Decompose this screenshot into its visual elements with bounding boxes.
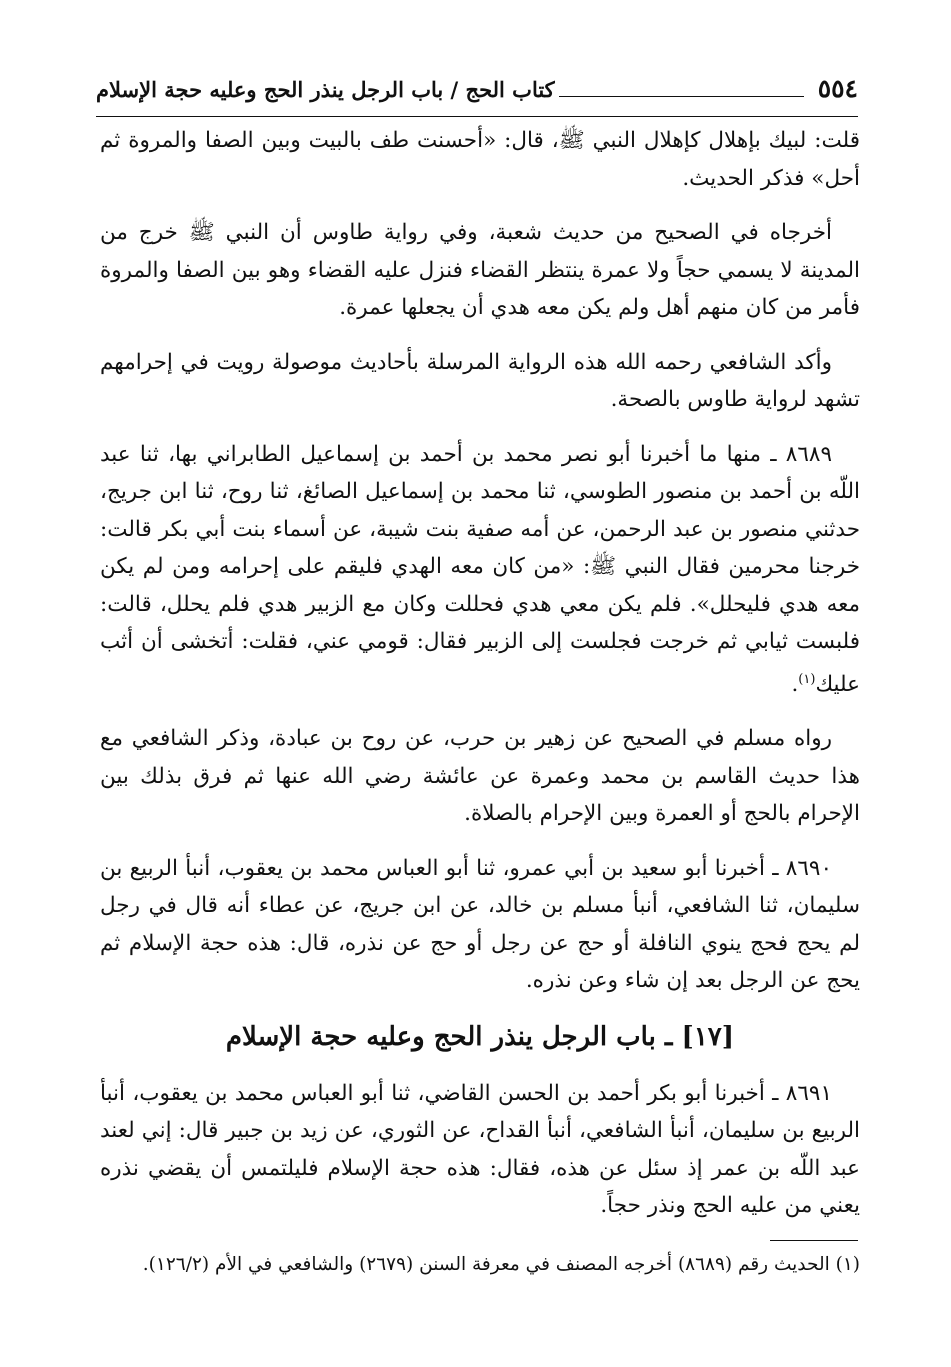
paragraph-2: أخرجاه في الصحيح من حديث شعبة، وفي رواية طاوس أن النبي ﷺ خرج من المدينة لا يسمي حجاً ولا عمرة ينتظر القضاء فنزل عليه القضاء وهو بين الصفا والمروة فأمر من كان منهم أهل ولم يكن معه هدي أن يجعلها عمرة.	[100, 220, 860, 320]
running-header	[96, 74, 858, 114]
hadith-8690: ٨٦٩٠ ـ أخبرنا أبو سعيد بن أبي عمرو، ثنا أبو العباس محمد بن يعقوب، أنبأ الربيع بن سليمان، ثنا الشافعي، أنبأ مسلم بن خالد، عن ابن جريج، عن عطاء أنه قال في رجل لم يحج فحج ينوي النافلة أو حج عن رجل أو حج عن نذره، قال: هذه حجة الإسلام ثم يحج عن الرجل بعد إن شاء وعن نذره.	[100, 855, 860, 994]
chapter-heading: [١٧] ـ باب الرجل ينذر الحج وعليه حجة الإسلام	[225, 1021, 735, 1052]
header-dash-line	[559, 78, 804, 97]
paragraph-1: قلت: لبيك بإهلال كإهلال النبي ﷺ، قال: «أحسنت طف بالبيت وبين الصفا والمروة ثم أحل» فذكر الحديث.	[100, 128, 860, 191]
paragraph-3: وأكد الشافعي رحمه الله هذه الرواية المرسلة بأحاديث موصولة رويت في إحرامهم تشهد لرواية طاوس بالصحة.	[100, 349, 860, 412]
paragraph-5: رواه مسلم في الصحيح عن زهير بن حرب، عن روح بن عبادة، وذكر الشافعي مع هذا حديث القاسم بن محمد وعمرة عن عائشة رضي الله عنها ثم فرق بذلك بين الإحرام بالحج أو العمرة وبين الإحرام بالصلاة.	[100, 726, 860, 827]
page-body	[100, 122, 860, 1242]
footnote-rule	[770, 1240, 858, 1241]
hadith-8689-end: .	[791, 671, 799, 697]
header-rule	[96, 116, 858, 117]
header-title: كتاب الحج / باب الرجل ينذر الحج وعليه حجة الإسلام	[96, 77, 555, 102]
footnote-reference: (١)	[798, 671, 816, 687]
hadith-8691: ٨٦٩١ ـ أخبرنا أبو بكر أحمد بن الحسن القاضي، ثنا أبو العباس محمد بن يعقوب، أنبأ الربيع بن سليمان، أنبأ الشافعي، أنبأ القداح، عن الثوري، عن زيد بن جبير قال: إني لعند عبد اللّه بن عمر إذ سئل عن هذه، فقال: هذه حجة الإسلام فليلتمس أن يقضي نذره يعني من عليه الحج ونذر حجاً.	[100, 1080, 860, 1219]
hadith-8689-text: ٨٦٨٩ ـ منها ما أخبرنا أبو نصر محمد بن أحمد بن إسماعيل الطابراني بها، ثنا عبد اللّه بن أحمد بن منصور الطوسي، ثنا محمد بن إسماعيل الصائغ، ثنا روح، ثنا ابن جريج، حدثني منصور بن عبد الرحمن، عن أمه صفية بنت شيبة، عن أسماء بنت أبي بكر قالت: خرجنا محرمين فقال النبي ﷺ: «من كان معه الهدي فليقم على إحرامه ومن لم يكن معه هدي فليحلل». فلم يكن معي هدي فحللت وكان مع الزبير هدي فلم يحلل، قالت: فلبست ثيابي ثم خرجت فجلست إلى الزبير فقال: قومي عني، فقلت: أتخشى أن أثب عليك	[100, 441, 860, 697]
footnote: (١) الحديث رقم (٨٦٨٩) أخرجه المصنف في معرفة السنن (٢٦٧٩) والشافعي في الأم (١٢٦/٢).	[142, 1254, 860, 1275]
page-number: ٥٥٤	[817, 74, 858, 103]
hadith-8689	[100, 436, 860, 704]
